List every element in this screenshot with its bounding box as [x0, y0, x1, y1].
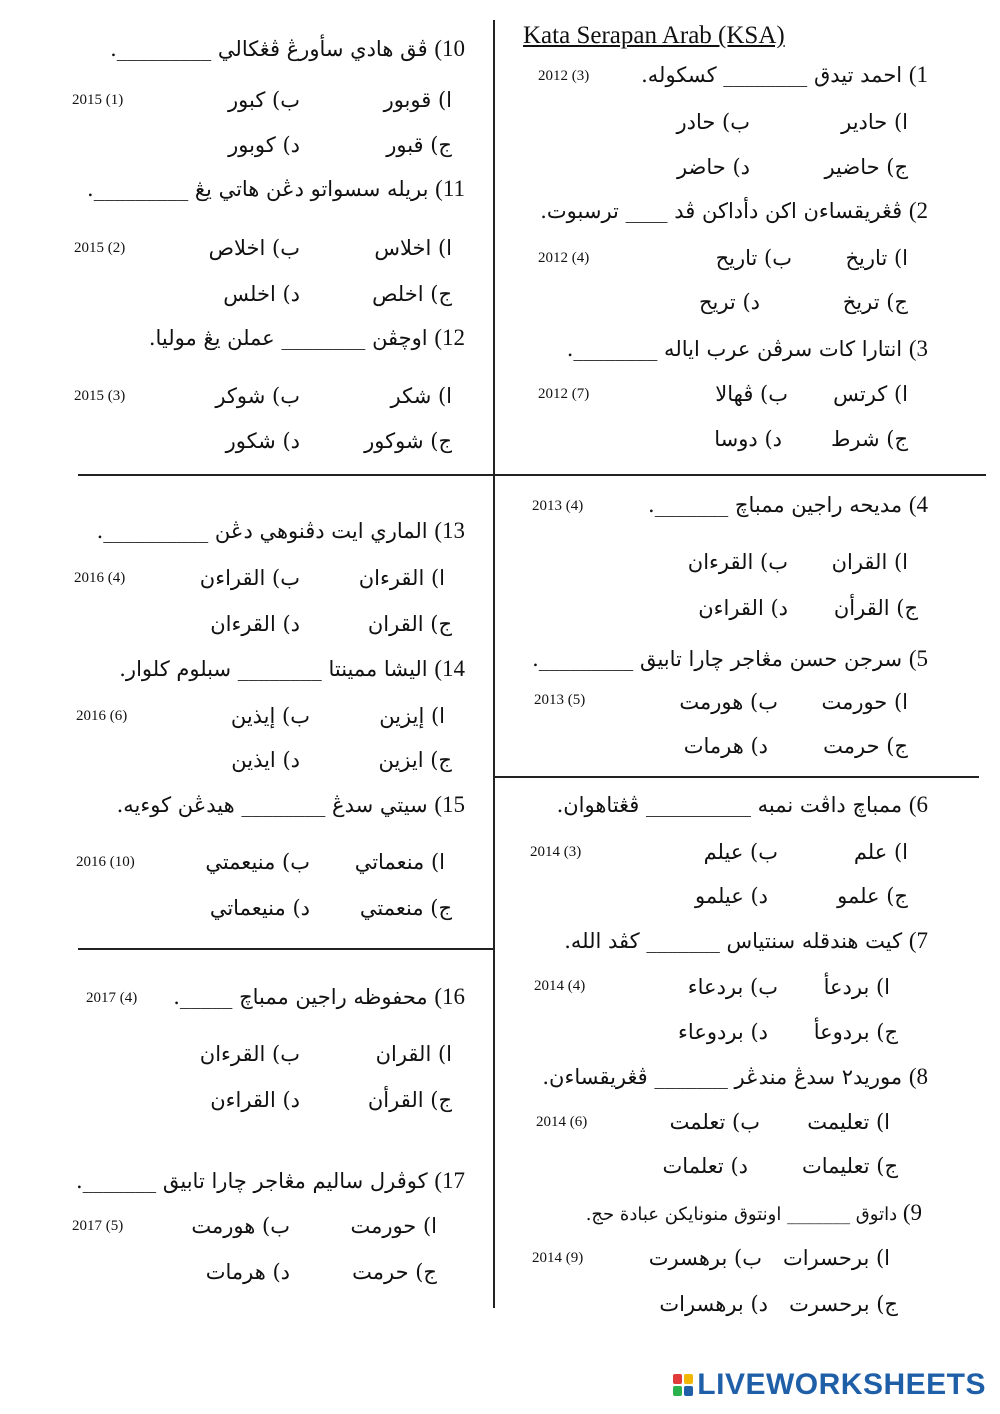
option-b[interactable]: ب) بردعاء [687, 975, 778, 999]
option-a[interactable]: ا) حورمت [821, 690, 908, 714]
option-d[interactable]: د) هرمات [683, 734, 768, 758]
option-d[interactable]: د) منيعماتي [209, 896, 310, 920]
question-number: 10) [434, 36, 465, 61]
exam-year: 2014 (4) [534, 978, 586, 994]
option-c[interactable]: ج) شرط [830, 427, 908, 451]
question-number: 6) [908, 792, 928, 817]
option-d[interactable]: د) دوسا [714, 427, 782, 451]
worksheet-title: Kata Serapan Arab (KSA) [523, 22, 785, 49]
exam-year: 2013 (4) [532, 498, 584, 514]
option-b[interactable]: ب) ڤهالا [715, 382, 788, 406]
option-b[interactable]: ب) إيذين [230, 704, 310, 728]
column-divider [493, 20, 495, 1308]
option-a[interactable]: ا) القران [831, 550, 908, 574]
section-divider [78, 474, 986, 476]
question-number: 13) [434, 518, 465, 543]
question-number: 9) [902, 1200, 922, 1225]
question-text: احمد تيدق ________ كسكوله. [641, 63, 903, 87]
question-text: موريد٢ سدڠ مندڠر _______ ڤڠريقساءن. [542, 1065, 903, 1089]
exam-year: 2017 (5) [72, 1218, 124, 1234]
option-c[interactable]: ج) شوكور [364, 429, 452, 453]
option-a[interactable]: ا) إيزين [379, 704, 445, 728]
option-b[interactable]: ب) القرءان [199, 1042, 300, 1066]
question-text: سرجن حسن مڠاجر چارا تابيق _________. [532, 647, 903, 671]
option-a[interactable]: ا) برحسرات [782, 1246, 890, 1270]
option-c[interactable]: ج) برحسرت [789, 1292, 898, 1316]
exam-year: 2016 (6) [76, 708, 128, 724]
exam-year: 2012 (7) [538, 386, 590, 402]
option-d[interactable]: د) القراءن [210, 1088, 300, 1112]
question-text: ممباچ داڤت نمبه __________ ڤڠتاهوان. [556, 793, 903, 817]
question-number: 11) [435, 176, 465, 201]
exam-year: 2015 (1) [72, 92, 124, 108]
question-text: ڤق هادي سأورڠ ڤڠكالي _________. [110, 37, 428, 61]
question-number: 2) [908, 198, 928, 223]
question-number: 3) [908, 336, 928, 361]
option-b[interactable]: ب) القراءن [199, 566, 300, 590]
exam-year: 2014 (6) [536, 1114, 588, 1130]
option-d[interactable]: د) برهسرات [659, 1292, 768, 1316]
option-a[interactable]: ا) حادير [841, 110, 908, 134]
option-d[interactable]: د) القراءن [698, 596, 788, 620]
question-text: داتوق _______ اونتوق منونايكن عبادة حج. [585, 1204, 898, 1225]
question-text: انتارا كات سرڤن عرب اياله ________. [566, 337, 903, 361]
option-d[interactable]: د) تريح [698, 290, 760, 314]
question-number: 16) [434, 984, 465, 1009]
option-d[interactable]: د) ايذين [231, 748, 300, 772]
liveworksheets-logo[interactable] [673, 1368, 986, 1402]
question-number: 4) [908, 492, 928, 517]
option-b[interactable]: ب) هورمت [679, 690, 778, 714]
option-c[interactable]: ج) قبور [386, 133, 452, 157]
option-b[interactable]: ب) حادر [676, 110, 750, 134]
option-c[interactable]: ج) القران [367, 612, 452, 636]
option-b[interactable]: ب) القرءان [687, 550, 788, 574]
option-b[interactable]: ب) تاريح [715, 246, 792, 270]
option-a[interactable]: ا) قوبور [383, 88, 452, 112]
exam-year: 2017 (4) [86, 990, 138, 1006]
option-b[interactable]: ب) كبور [228, 88, 300, 112]
exam-year: 2014 (3) [530, 844, 582, 860]
exam-year: 2015 (2) [74, 240, 126, 256]
option-a[interactable]: ا) القران [375, 1042, 452, 1066]
option-a[interactable]: ا) تعليمت [807, 1110, 890, 1134]
question-number: 5) [908, 646, 928, 671]
option-a[interactable]: ا) حورمت [350, 1214, 437, 1238]
question-text: محفوظه راجين ممباچ _____. [173, 985, 428, 1009]
exam-year: 2015 (3) [74, 388, 126, 404]
question-number: 8) [908, 1064, 928, 1089]
option-d[interactable]: د) حاضر [676, 155, 750, 179]
section-divider [495, 776, 979, 778]
question-number: 17) [434, 1168, 465, 1193]
option-b[interactable]: ب) عيلم [703, 840, 778, 864]
question-number: 12) [434, 325, 465, 350]
exam-year: 2016 (4) [74, 570, 126, 586]
option-a[interactable]: ا) بردعأ [823, 975, 890, 999]
option-c[interactable]: ج) تعليمات [802, 1154, 898, 1178]
option-a[interactable]: ا) منعماتي [354, 850, 445, 874]
option-c[interactable]: ج) اخلص [372, 282, 452, 306]
liveworksheets-icon [673, 1374, 693, 1396]
option-d[interactable]: د) كوبور [228, 133, 300, 157]
option-a[interactable]: ا) شكر [390, 384, 452, 408]
option-a[interactable]: ا) علم [853, 840, 908, 864]
option-c[interactable]: ج) علمو [837, 884, 908, 908]
option-a[interactable]: ا) تاريخ [845, 246, 908, 270]
question-text: كيت هندقله سنتياس _______ كڤد الله. [564, 929, 903, 953]
option-b[interactable]: ب) برهسرت [648, 1246, 762, 1270]
section-divider [78, 948, 493, 950]
option-a[interactable]: ا) القرءان [358, 566, 445, 590]
option-c[interactable]: ج) تريخ [842, 290, 908, 314]
option-d[interactable]: د) اخلس [223, 282, 300, 306]
question-number: 1) [908, 62, 928, 87]
brand-name: LIVEWORKSHEETS [697, 1368, 986, 1401]
exam-year: 2012 (4) [538, 250, 590, 266]
exam-year: 2012 (3) [538, 68, 590, 84]
option-d[interactable]: د) بردوعاء [678, 1020, 768, 1044]
option-d[interactable]: د) تعلمات [662, 1154, 748, 1178]
option-c[interactable]: ج) منعمتي [359, 896, 452, 920]
option-a[interactable]: ا) كرتس [833, 382, 908, 406]
option-c[interactable]: ج) القرأن [833, 596, 918, 620]
option-d[interactable]: د) شكور [225, 429, 300, 453]
question-text: ڤڠريقساءن اكن دأداكن ڤد ____ ترسبوت. [540, 199, 903, 223]
option-b[interactable]: ب) هورمت [191, 1214, 290, 1238]
option-c[interactable]: ج) حاضير [824, 155, 908, 179]
option-d[interactable]: د) عيلمو [694, 884, 768, 908]
option-c[interactable]: ج) بردوعأ [813, 1020, 898, 1044]
option-b[interactable]: ب) شوكر [215, 384, 300, 408]
question-text: سيتي سدڠ ________ هيدڠن كوءيه. [116, 793, 428, 817]
exam-year: 2013 (5) [534, 692, 586, 708]
question-text: كوڤرل ساليم مڠاجر چارا تابيق _______. [76, 1169, 428, 1193]
question-text: الماري ايت دڤنوهي دڠن __________. [96, 519, 428, 543]
question-number: 15) [434, 792, 465, 817]
option-c[interactable]: ج) حرمت [352, 1260, 437, 1284]
question-text: اوچڤن ________ عملن يڠ موليا. [148, 326, 428, 350]
question-text: بريله سسواتو دڠن هاتي يڠ _________. [87, 177, 429, 201]
option-c[interactable]: ج) القرأن [367, 1088, 452, 1112]
option-d[interactable]: د) هرمات [205, 1260, 290, 1284]
option-b[interactable]: ب) منيعمتي [205, 850, 310, 874]
option-c[interactable]: ج) ايزين [378, 748, 452, 772]
exam-year: 2014 (9) [532, 1250, 584, 1266]
question-text: اليشا ممينتا ________ سبلوم كلوار. [119, 657, 428, 681]
option-c[interactable]: ج) حرمت [823, 734, 908, 758]
option-a[interactable]: ا) اخلاس [374, 236, 452, 260]
option-d[interactable]: د) القرءان [210, 612, 300, 636]
question-number: 14) [434, 656, 465, 681]
exam-year: 2016 (10) [76, 854, 135, 870]
option-b[interactable]: ب) اخلاص [208, 236, 300, 260]
option-b[interactable]: ب) تعلمت [669, 1110, 760, 1134]
question-text: مديحه راجين ممباچ _______. [648, 493, 903, 517]
question-number: 7) [908, 928, 928, 953]
